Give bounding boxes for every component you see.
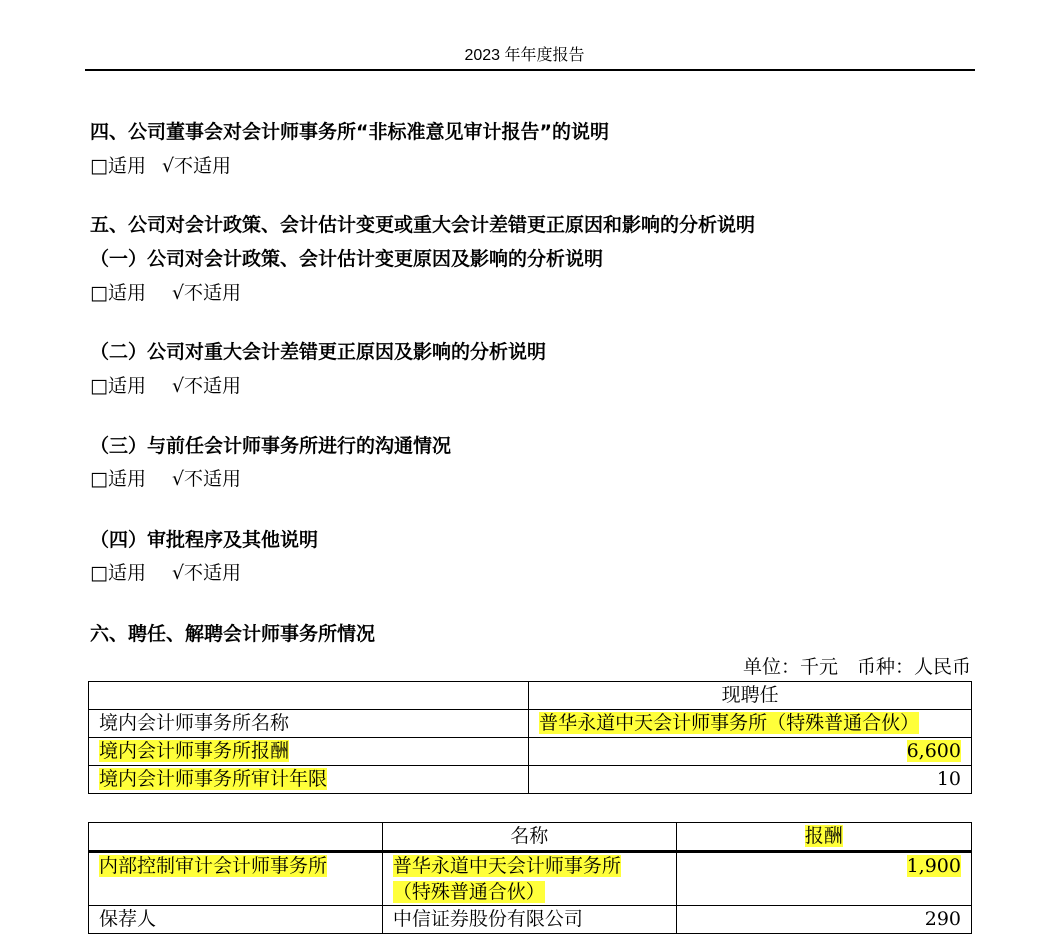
firm-name-line1: 普华永道中天会计师事务所 — [392, 855, 621, 877]
table-header-row — [89, 682, 972, 710]
header-divider — [85, 69, 975, 71]
applicable-checkbox: □适用 — [90, 155, 146, 177]
not-applicable-checkmark: √不适用 — [171, 375, 242, 397]
table-row — [89, 738, 972, 766]
section-5-title: 五、公司对会计政策、会计估计变更或重大会计差错更正原因和影响的分析说明 — [90, 214, 756, 236]
table-header-row — [89, 823, 972, 852]
not-applicable-checkmark: √不适用 — [161, 155, 232, 177]
header-cell-name: 名称 — [382, 823, 676, 852]
row-role: 保荐人 — [89, 906, 383, 934]
section-5-2-options — [90, 373, 241, 399]
other-auditors-table — [88, 822, 972, 934]
applicable-checkbox: □适用 — [90, 562, 146, 584]
section-5-3-title: （三）与前任会计师事务所进行的沟通情况 — [90, 435, 452, 457]
table-row — [89, 906, 972, 934]
row-value — [529, 710, 972, 738]
table-row — [89, 710, 972, 738]
row-fee — [676, 852, 971, 906]
section-4-title: 四、公司董事会对会计师事务所“非标准意见审计报告”的说明 — [90, 121, 609, 143]
label-suffix-highlighted: 报酬 — [251, 740, 290, 762]
applicable-checkbox: □适用 — [90, 282, 146, 304]
label-highlighted: 境内会计师事务所审计年限 — [99, 768, 328, 790]
section-6-title: 六、聘任、解聘会计师事务所情况 — [90, 623, 376, 645]
section-5-4-options — [90, 560, 241, 586]
row-firm-name — [382, 852, 676, 906]
firm-name-highlighted: 普华永道中天会计师事务所（特殊普通合伙） — [539, 712, 920, 734]
row-firm-name: 中信证券股份有限公司 — [382, 906, 676, 934]
section-5-4-title: （四）审批程序及其他说明 — [90, 529, 319, 551]
section-4-options — [90, 153, 231, 179]
row-value: 10 — [529, 766, 972, 794]
row-role — [89, 852, 383, 906]
applicable-checkbox: □适用 — [90, 375, 146, 397]
section-5-1-title: （一）公司对会计政策、会计估计变更原因及影响的分析说明 — [90, 248, 604, 270]
row-label — [89, 766, 529, 794]
header-cell-current: 现聘任 — [529, 682, 972, 710]
not-applicable-checkmark: √不适用 — [171, 468, 242, 490]
fee-value-highlighted: 6,600 — [906, 740, 961, 762]
auditor-engagement-table — [88, 681, 972, 794]
section-5-3-options — [90, 466, 241, 492]
firm-name-line2: （特殊普通合伙） — [392, 881, 545, 903]
row-fee: 290 — [676, 906, 971, 934]
section-5-2-title: （二）公司对重大会计差错更正原因及影响的分析说明 — [90, 341, 547, 363]
row-label: 境内会计师事务所名称 — [89, 710, 529, 738]
fee-header-highlighted: 报酬 — [804, 825, 843, 847]
not-applicable-checkmark: √不适用 — [171, 282, 242, 304]
header-cell-empty — [89, 682, 529, 710]
section-5-1-options — [90, 280, 241, 306]
page-header-title: 2023 年年度报告 — [464, 47, 585, 64]
header-cell-fee — [676, 823, 971, 852]
table-row — [89, 852, 972, 906]
header-cell-empty — [89, 823, 383, 852]
unit-currency-note: 单位：千元 币种：人民币 — [742, 656, 971, 678]
role-highlighted: 内部控制审计会计师事务所 — [99, 855, 328, 877]
applicable-checkbox: □适用 — [90, 468, 146, 490]
row-value — [529, 738, 972, 766]
fee-highlighted: 1,900 — [906, 855, 961, 877]
label-prefix-highlighted: 境内会计师事务所 — [99, 740, 252, 762]
not-applicable-checkmark: √不适用 — [171, 562, 242, 584]
row-label — [89, 738, 529, 766]
table-row — [89, 766, 972, 794]
